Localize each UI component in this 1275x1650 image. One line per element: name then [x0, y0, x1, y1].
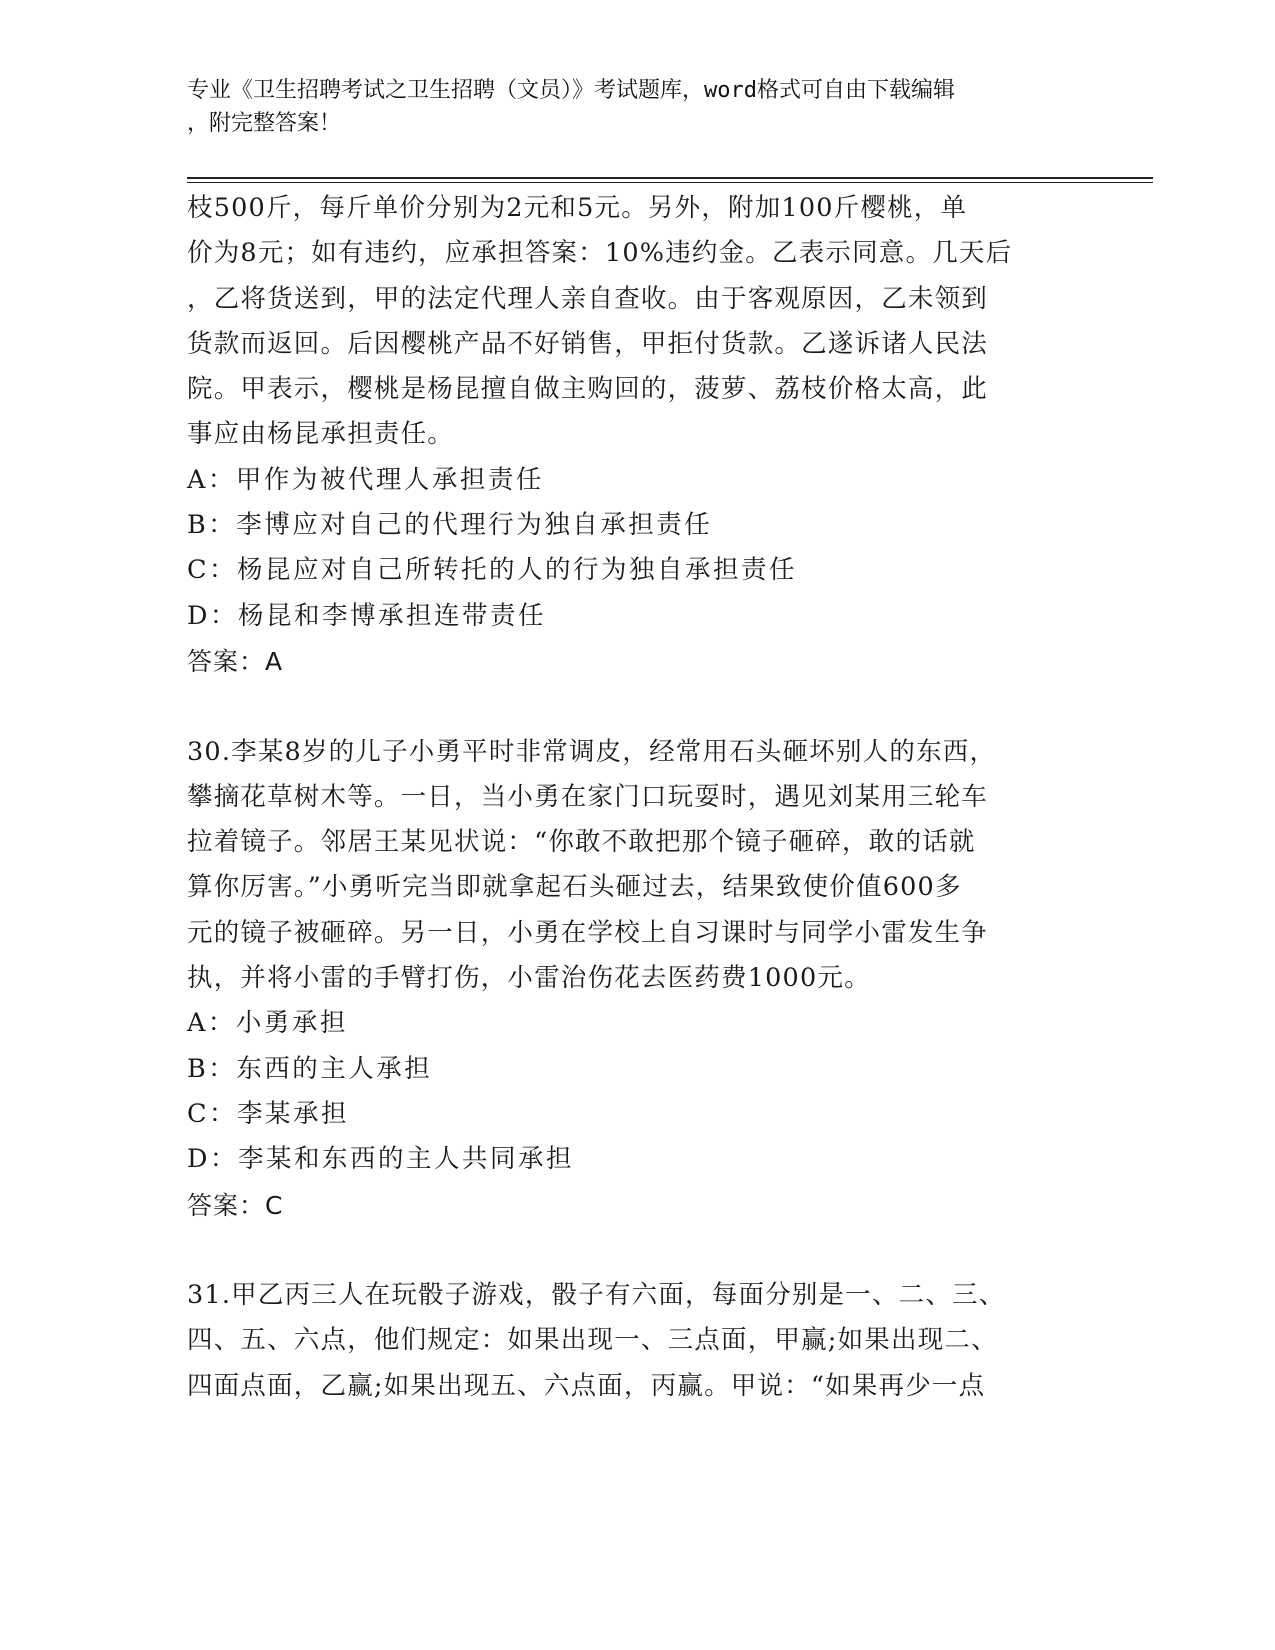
- question-spacer: [187, 684, 1067, 729]
- question-text-line: 四面点面，乙赢;如果出现五、六点面，丙赢。甲说：“如果再少一点: [187, 1370, 986, 1401]
- question-text-line: 事应由杨昆承担责任。: [187, 419, 455, 450]
- question-text-line: 元的镜子被砸碎。另一日，小勇在学校上自习课时与同学小雷发生争: [187, 917, 989, 948]
- option-c: C：杨昆应对自己所转托的人的行为独自承担责任: [187, 555, 798, 586]
- question-30: [187, 730, 1067, 1228]
- option-d: D：李某和东西的主人共同承担: [187, 1144, 574, 1175]
- question-text-line: 30.李某8岁的儿子小勇平时非常调皮，经常用石头砸坏别人的东西，: [187, 736, 997, 767]
- option-a: A：甲作为被代理人承担责任: [187, 464, 544, 495]
- option-c: C：李某承担: [187, 1098, 350, 1129]
- option-b: B：东西的主人承担: [187, 1053, 433, 1084]
- answer-label: 答案：A: [187, 646, 284, 676]
- page-header: [187, 74, 1067, 140]
- option-d: D：杨昆和李博承担连带责任: [187, 600, 546, 631]
- question-text-line: 枝500斤，每斤单价分别为2元和5元。另外，附加100斤樱桃，单: [187, 193, 968, 223]
- question-text-line: 货款而返回。后因樱桃产品不好销售，甲拒付货款。乙遂诉诸人民法: [187, 328, 989, 359]
- header-divider: [187, 177, 1153, 183]
- question-31: [187, 1273, 1067, 1409]
- question-text-line: 攀摘花草树木等。一日，当小勇在家门口玩耍时，遇见刘某用三轮车: [187, 781, 989, 812]
- option-b: B：李博应对自己的代理行为独自承担责任: [187, 510, 713, 541]
- question-text-line: ，乙将货送到，甲的法定代理人亲自查收。由于客观原因，乙未领到: [187, 283, 989, 314]
- question-text-line: 执，并将小雷的手臂打伤，小雷治伤花去医药费1000元。: [187, 963, 871, 994]
- answer-label: 答案：C: [187, 1190, 284, 1220]
- question-text-line: 院。甲表示，樱桃是杨昆擅自做主购回的，菠萝、荔枝价格太高，此: [187, 374, 989, 405]
- question-text-line: 四、五、六点，他们规定：如果出现一、三点面，甲赢;如果出现二、: [187, 1325, 998, 1356]
- question-29: [187, 186, 1067, 684]
- question-text-line: 算你厉害。”小勇听完当即就拿起石头砸过去，结果致使价值600多: [187, 872, 962, 903]
- question-text-line: 31.甲乙丙三人在玩骰子游戏，骰子有六面，每面分别是一、二、三、: [187, 1280, 1006, 1311]
- header-line-1: 专业《卫生招聘考试之卫生招聘（文员）》考试题库，word格式可自由下载编辑: [187, 78, 955, 103]
- header-line-2: ，附完整答案！: [187, 111, 342, 136]
- question-text-line: 价为8元；如有违约，应承担答案：10%违约金。乙表示同意。几天后: [187, 238, 1013, 269]
- page-content: [187, 186, 1067, 1409]
- question-spacer: [187, 1228, 1067, 1273]
- question-text-line: 拉着镜子。邻居王某见状说：“你敢不敢把那个镜子砸碎，敢的话就: [187, 827, 976, 858]
- option-a: A：小勇承担: [187, 1008, 348, 1039]
